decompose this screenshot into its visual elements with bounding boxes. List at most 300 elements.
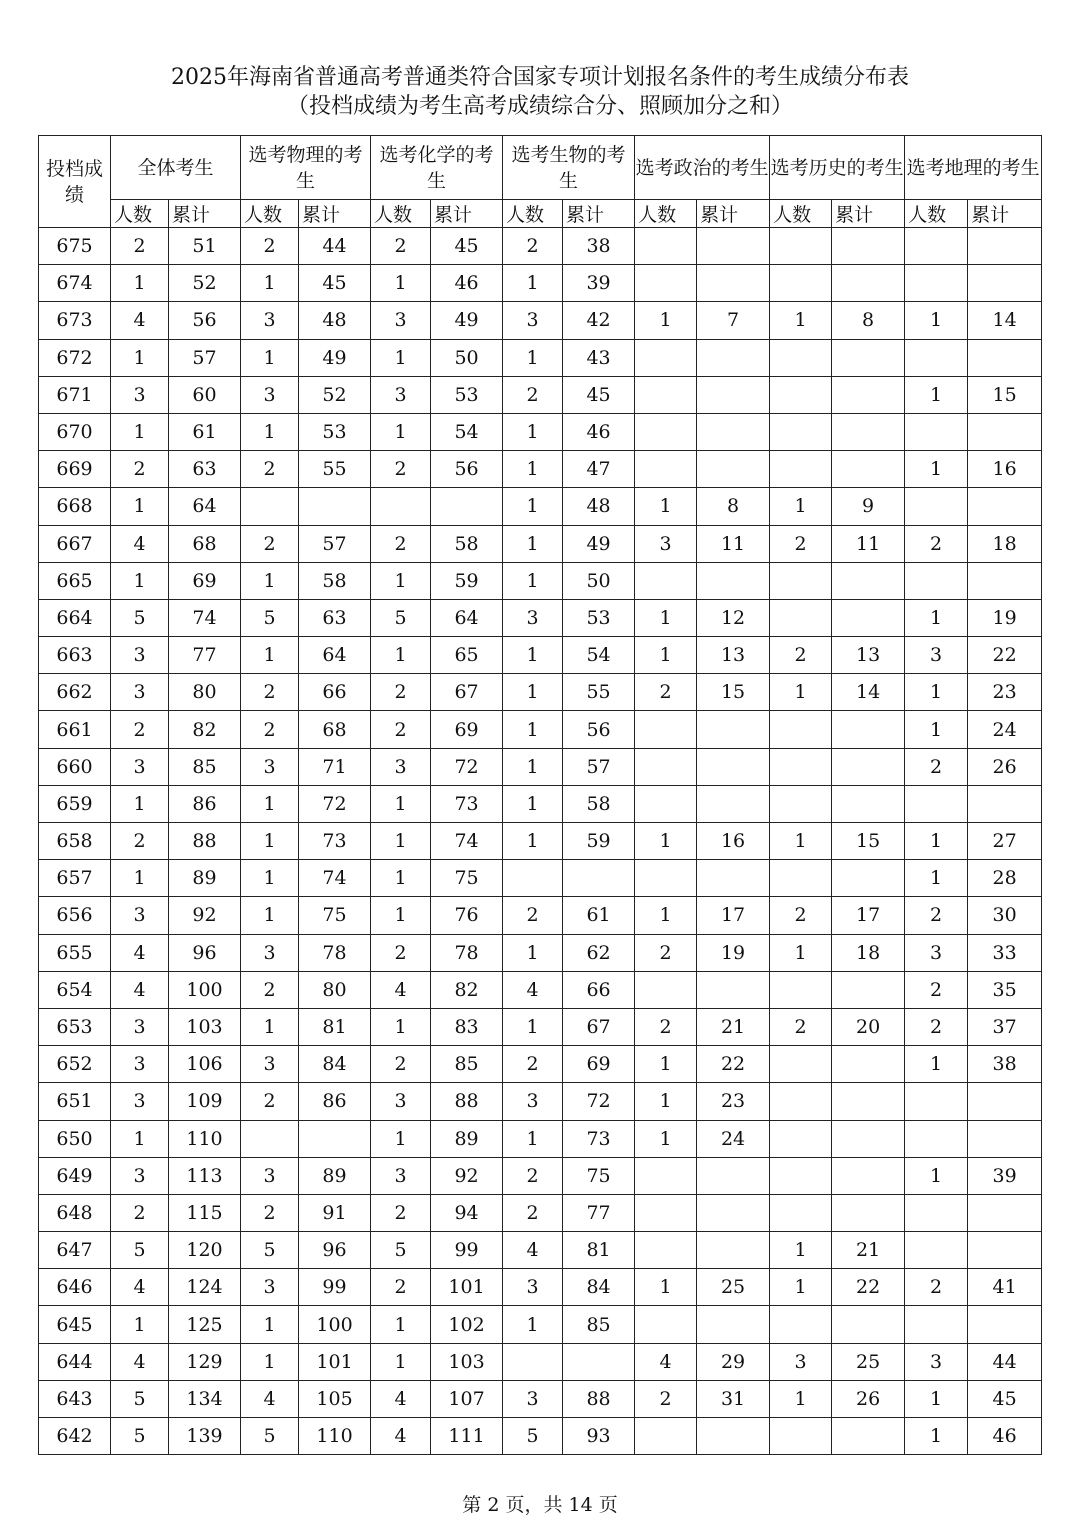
count-cell: 1 [503, 265, 563, 302]
cumulative-cell [832, 376, 905, 413]
cumulative-cell: 89 [169, 860, 241, 897]
cumulative-cell [832, 748, 905, 785]
cumulative-cell: 64 [169, 488, 241, 525]
count-cell: 1 [503, 934, 563, 971]
cumulative-cell: 100 [299, 1306, 371, 1343]
count-cell: 1 [770, 674, 832, 711]
cumulative-cell: 71 [299, 748, 371, 785]
sub-header-cumulative: 累计 [832, 200, 905, 228]
cumulative-cell: 25 [832, 1343, 905, 1380]
count-cell: 1 [111, 1120, 169, 1157]
table-row [39, 1269, 1042, 1306]
cumulative-cell: 68 [299, 711, 371, 748]
cumulative-cell [697, 339, 770, 376]
count-cell: 2 [503, 1157, 563, 1194]
cumulative-cell: 102 [431, 1306, 503, 1343]
table-row [39, 376, 1042, 413]
table-row [39, 413, 1042, 450]
cumulative-cell: 54 [563, 637, 635, 674]
cumulative-cell: 96 [299, 1232, 371, 1269]
cumulative-cell: 57 [563, 748, 635, 785]
cumulative-cell: 11 [697, 525, 770, 562]
cumulative-cell: 11 [832, 525, 905, 562]
cumulative-cell: 80 [299, 971, 371, 1008]
cumulative-cell: 74 [431, 823, 503, 860]
cumulative-cell: 99 [431, 1232, 503, 1269]
cumulative-cell: 77 [563, 1194, 635, 1231]
count-cell: 1 [241, 860, 299, 897]
cumulative-cell: 55 [299, 451, 371, 488]
cumulative-cell [832, 1120, 905, 1157]
count-cell: 4 [111, 1343, 169, 1380]
cumulative-cell: 85 [169, 748, 241, 785]
cumulative-cell: 59 [431, 562, 503, 599]
cumulative-cell: 28 [968, 860, 1042, 897]
group-header-all: 全体考生 [111, 136, 241, 200]
count-cell: 1 [635, 1269, 697, 1306]
cumulative-cell: 45 [968, 1380, 1042, 1417]
count-cell: 1 [503, 823, 563, 860]
count-cell [635, 1306, 697, 1343]
cumulative-cell: 18 [832, 934, 905, 971]
score-cell: 675 [39, 228, 111, 265]
cumulative-cell: 48 [563, 488, 635, 525]
count-cell: 1 [241, 1306, 299, 1343]
score-cell: 649 [39, 1157, 111, 1194]
count-cell: 5 [371, 1232, 431, 1269]
count-cell: 4 [503, 1232, 563, 1269]
cumulative-cell [832, 785, 905, 822]
count-cell: 1 [503, 525, 563, 562]
sub-header-cumulative: 累计 [563, 200, 635, 228]
count-cell [905, 228, 968, 265]
count-cell: 4 [241, 1380, 299, 1417]
count-cell [635, 785, 697, 822]
sub-header-count: 人数 [635, 200, 697, 228]
count-cell: 1 [241, 1343, 299, 1380]
count-cell: 3 [241, 1157, 299, 1194]
score-cell: 667 [39, 525, 111, 562]
table-row [39, 860, 1042, 897]
group-header-chemistry: 选考化学的考生 [371, 136, 503, 200]
cumulative-cell: 53 [431, 376, 503, 413]
cumulative-cell: 115 [169, 1194, 241, 1231]
count-cell [635, 1194, 697, 1231]
cumulative-cell: 60 [169, 376, 241, 413]
cumulative-cell: 82 [431, 971, 503, 1008]
cumulative-cell: 22 [968, 637, 1042, 674]
count-cell: 1 [635, 599, 697, 636]
count-cell: 5 [371, 599, 431, 636]
cumulative-cell [968, 785, 1042, 822]
sub-header-cumulative: 累计 [431, 200, 503, 228]
cumulative-cell: 17 [697, 897, 770, 934]
count-cell: 3 [111, 376, 169, 413]
count-cell: 1 [371, 1343, 431, 1380]
table-row [39, 785, 1042, 822]
count-cell: 2 [905, 971, 968, 1008]
table-row [39, 674, 1042, 711]
cumulative-cell: 22 [832, 1269, 905, 1306]
sub-header-count: 人数 [371, 200, 431, 228]
count-cell: 3 [503, 1083, 563, 1120]
count-cell [503, 860, 563, 897]
cumulative-cell: 57 [299, 525, 371, 562]
count-cell: 2 [371, 1194, 431, 1231]
sub-header-cumulative: 累计 [169, 200, 241, 228]
table-row [39, 339, 1042, 376]
cumulative-cell: 113 [169, 1157, 241, 1194]
cumulative-cell: 52 [169, 265, 241, 302]
table-row [39, 1232, 1042, 1269]
count-cell: 3 [503, 1380, 563, 1417]
count-cell: 1 [770, 1269, 832, 1306]
cumulative-cell: 44 [299, 228, 371, 265]
count-cell: 2 [905, 897, 968, 934]
count-cell: 1 [111, 413, 169, 450]
count-cell: 2 [503, 897, 563, 934]
count-cell [241, 1120, 299, 1157]
count-cell: 2 [905, 748, 968, 785]
cumulative-cell: 8 [697, 488, 770, 525]
cumulative-cell: 43 [563, 339, 635, 376]
cumulative-cell: 37 [968, 1008, 1042, 1045]
cumulative-cell [697, 451, 770, 488]
cumulative-cell: 62 [563, 934, 635, 971]
count-cell [635, 562, 697, 599]
cumulative-cell: 74 [169, 599, 241, 636]
count-cell: 1 [241, 823, 299, 860]
score-distribution-table [38, 135, 1042, 1455]
count-cell: 3 [111, 674, 169, 711]
count-cell [635, 339, 697, 376]
count-cell: 5 [111, 1418, 169, 1455]
cumulative-cell: 15 [968, 376, 1042, 413]
count-cell: 3 [111, 748, 169, 785]
count-cell: 2 [905, 525, 968, 562]
count-cell [770, 265, 832, 302]
cumulative-cell: 94 [431, 1194, 503, 1231]
count-cell [905, 1083, 968, 1120]
count-cell: 2 [371, 711, 431, 748]
cumulative-cell: 82 [169, 711, 241, 748]
sub-header-row [39, 200, 1042, 228]
cumulative-cell: 86 [169, 785, 241, 822]
count-cell [905, 488, 968, 525]
score-cell: 673 [39, 302, 111, 339]
cumulative-cell: 50 [431, 339, 503, 376]
cumulative-cell: 72 [431, 748, 503, 785]
cumulative-cell: 99 [299, 1269, 371, 1306]
count-cell: 1 [503, 562, 563, 599]
count-cell: 1 [371, 562, 431, 599]
cumulative-cell [832, 1083, 905, 1120]
count-cell: 1 [371, 637, 431, 674]
cumulative-cell: 88 [431, 1083, 503, 1120]
count-cell [905, 265, 968, 302]
table-row [39, 1157, 1042, 1194]
count-cell [635, 376, 697, 413]
cumulative-cell: 78 [299, 934, 371, 971]
count-cell: 2 [905, 1269, 968, 1306]
count-cell [905, 1120, 968, 1157]
count-cell: 1 [770, 302, 832, 339]
count-cell [770, 785, 832, 822]
score-cell: 663 [39, 637, 111, 674]
count-cell [635, 971, 697, 1008]
count-cell: 1 [503, 748, 563, 785]
count-cell: 2 [371, 934, 431, 971]
count-cell: 2 [241, 674, 299, 711]
count-cell [770, 1120, 832, 1157]
cumulative-cell: 44 [968, 1343, 1042, 1380]
cumulative-cell: 89 [431, 1120, 503, 1157]
cumulative-cell: 78 [431, 934, 503, 971]
count-cell: 3 [241, 934, 299, 971]
count-cell: 2 [111, 1194, 169, 1231]
score-cell: 648 [39, 1194, 111, 1231]
count-cell [635, 228, 697, 265]
table-row [39, 599, 1042, 636]
count-cell [635, 451, 697, 488]
count-cell: 3 [371, 748, 431, 785]
cumulative-cell: 66 [563, 971, 635, 1008]
count-cell: 2 [635, 674, 697, 711]
count-cell [770, 971, 832, 1008]
score-cell: 670 [39, 413, 111, 450]
count-cell: 2 [371, 451, 431, 488]
cumulative-cell: 9 [832, 488, 905, 525]
count-cell: 1 [635, 1083, 697, 1120]
cumulative-cell [563, 860, 635, 897]
cumulative-cell: 76 [431, 897, 503, 934]
cumulative-cell: 14 [832, 674, 905, 711]
count-cell: 1 [111, 860, 169, 897]
count-cell: 4 [111, 934, 169, 971]
cumulative-cell: 61 [563, 897, 635, 934]
cumulative-cell [299, 488, 371, 525]
cumulative-cell [968, 1120, 1042, 1157]
cumulative-cell: 110 [299, 1418, 371, 1455]
count-cell: 3 [111, 1008, 169, 1045]
cumulative-cell: 103 [431, 1343, 503, 1380]
count-cell: 1 [503, 711, 563, 748]
group-header-physics: 选考物理的考生 [241, 136, 371, 200]
cumulative-cell: 124 [169, 1269, 241, 1306]
score-cell: 654 [39, 971, 111, 1008]
cumulative-cell: 125 [169, 1306, 241, 1343]
cumulative-cell [832, 228, 905, 265]
count-cell: 4 [111, 971, 169, 1008]
cumulative-cell [832, 1194, 905, 1231]
count-cell: 3 [371, 376, 431, 413]
count-cell [635, 1157, 697, 1194]
count-cell: 3 [241, 302, 299, 339]
count-cell: 1 [635, 488, 697, 525]
count-cell: 1 [371, 413, 431, 450]
count-cell: 3 [111, 1157, 169, 1194]
sub-header-cumulative: 累计 [697, 200, 770, 228]
score-cell: 651 [39, 1083, 111, 1120]
cumulative-cell: 51 [169, 228, 241, 265]
count-cell [770, 228, 832, 265]
cumulative-cell: 56 [169, 302, 241, 339]
count-cell: 2 [371, 525, 431, 562]
count-cell: 2 [111, 451, 169, 488]
cumulative-cell [832, 860, 905, 897]
cumulative-cell: 88 [169, 823, 241, 860]
cumulative-cell: 57 [169, 339, 241, 376]
count-cell: 4 [111, 1269, 169, 1306]
cumulative-cell [968, 1194, 1042, 1231]
cumulative-cell: 30 [968, 897, 1042, 934]
cumulative-cell: 74 [299, 860, 371, 897]
count-cell [770, 451, 832, 488]
count-cell [635, 1418, 697, 1455]
count-cell: 3 [635, 525, 697, 562]
count-cell: 1 [770, 488, 832, 525]
count-cell: 2 [770, 637, 832, 674]
cumulative-cell [968, 1083, 1042, 1120]
cumulative-cell [968, 228, 1042, 265]
count-cell [905, 562, 968, 599]
cumulative-cell: 110 [169, 1120, 241, 1157]
sub-header-cumulative: 累计 [968, 200, 1042, 228]
count-cell: 1 [635, 823, 697, 860]
cumulative-cell: 8 [832, 302, 905, 339]
cumulative-cell: 120 [169, 1232, 241, 1269]
score-cell: 642 [39, 1418, 111, 1455]
score-cell: 662 [39, 674, 111, 711]
cumulative-cell [832, 1418, 905, 1455]
count-cell: 2 [503, 228, 563, 265]
cumulative-cell: 22 [697, 1046, 770, 1083]
score-cell: 657 [39, 860, 111, 897]
score-cell: 668 [39, 488, 111, 525]
count-cell: 2 [503, 1194, 563, 1231]
count-cell: 3 [241, 1269, 299, 1306]
cumulative-cell: 107 [431, 1380, 503, 1417]
cumulative-cell [968, 488, 1042, 525]
count-cell: 2 [241, 228, 299, 265]
count-cell [770, 1194, 832, 1231]
table-row [39, 1194, 1042, 1231]
count-cell: 3 [111, 897, 169, 934]
score-cell: 645 [39, 1306, 111, 1343]
count-cell: 1 [241, 413, 299, 450]
cumulative-cell: 19 [697, 934, 770, 971]
table-row [39, 897, 1042, 934]
cumulative-cell: 64 [431, 599, 503, 636]
cumulative-cell: 88 [563, 1380, 635, 1417]
count-cell: 2 [635, 1380, 697, 1417]
count-cell: 1 [905, 674, 968, 711]
cumulative-cell: 85 [431, 1046, 503, 1083]
count-cell: 1 [371, 1120, 431, 1157]
table-row [39, 1046, 1042, 1083]
score-cell: 660 [39, 748, 111, 785]
count-cell: 1 [503, 785, 563, 822]
count-cell: 5 [111, 599, 169, 636]
cumulative-cell: 73 [431, 785, 503, 822]
sub-header-count: 人数 [241, 200, 299, 228]
count-cell: 1 [241, 1008, 299, 1045]
count-cell: 3 [503, 599, 563, 636]
cumulative-cell: 58 [299, 562, 371, 599]
cumulative-cell: 45 [299, 265, 371, 302]
count-cell: 5 [241, 1418, 299, 1455]
cumulative-cell [832, 971, 905, 1008]
count-cell: 2 [371, 228, 431, 265]
table-row [39, 711, 1042, 748]
cumulative-cell: 63 [169, 451, 241, 488]
cumulative-cell [697, 1157, 770, 1194]
sub-header-count: 人数 [905, 200, 968, 228]
count-cell [770, 339, 832, 376]
table-body [39, 228, 1042, 1455]
score-cell: 650 [39, 1120, 111, 1157]
cumulative-cell [968, 562, 1042, 599]
cumulative-cell [832, 451, 905, 488]
document-title: 2025年海南省普通高考普通类符合国家专项计划报名条件的考生成绩分布表 [171, 65, 909, 90]
cumulative-cell: 134 [169, 1380, 241, 1417]
table-row [39, 823, 1042, 860]
cumulative-cell: 103 [169, 1008, 241, 1045]
count-cell: 2 [635, 1008, 697, 1045]
cumulative-cell: 77 [169, 637, 241, 674]
cumulative-cell [697, 228, 770, 265]
table-row [39, 1343, 1042, 1380]
cumulative-cell: 48 [299, 302, 371, 339]
count-cell: 3 [241, 748, 299, 785]
count-cell: 3 [905, 934, 968, 971]
table-row [39, 265, 1042, 302]
cumulative-cell: 46 [431, 265, 503, 302]
count-cell: 3 [371, 1083, 431, 1120]
cumulative-cell: 64 [299, 637, 371, 674]
cumulative-cell: 84 [299, 1046, 371, 1083]
table-row [39, 562, 1042, 599]
cumulative-cell: 24 [697, 1120, 770, 1157]
count-cell: 1 [905, 1380, 968, 1417]
cumulative-cell [832, 265, 905, 302]
count-cell: 1 [905, 711, 968, 748]
count-cell: 2 [371, 1046, 431, 1083]
count-cell: 1 [905, 823, 968, 860]
cumulative-cell: 18 [968, 525, 1042, 562]
count-cell: 5 [503, 1418, 563, 1455]
count-cell: 1 [371, 1008, 431, 1045]
cumulative-cell [697, 785, 770, 822]
count-cell [770, 376, 832, 413]
count-cell: 5 [111, 1232, 169, 1269]
count-cell: 1 [371, 339, 431, 376]
score-cell: 669 [39, 451, 111, 488]
count-cell: 5 [111, 1380, 169, 1417]
group-header-history: 选考历史的考生 [770, 136, 905, 200]
cumulative-cell: 19 [968, 599, 1042, 636]
table-row [39, 525, 1042, 562]
cumulative-cell [832, 1046, 905, 1083]
count-cell [635, 748, 697, 785]
cumulative-cell: 16 [697, 823, 770, 860]
cumulative-cell: 31 [697, 1380, 770, 1417]
cumulative-cell [431, 488, 503, 525]
document-subtitle: （投档成绩为考生高考成绩综合分、照顾加分之和） [286, 94, 793, 119]
count-cell: 1 [770, 1232, 832, 1269]
count-cell [635, 860, 697, 897]
table-row [39, 1120, 1042, 1157]
